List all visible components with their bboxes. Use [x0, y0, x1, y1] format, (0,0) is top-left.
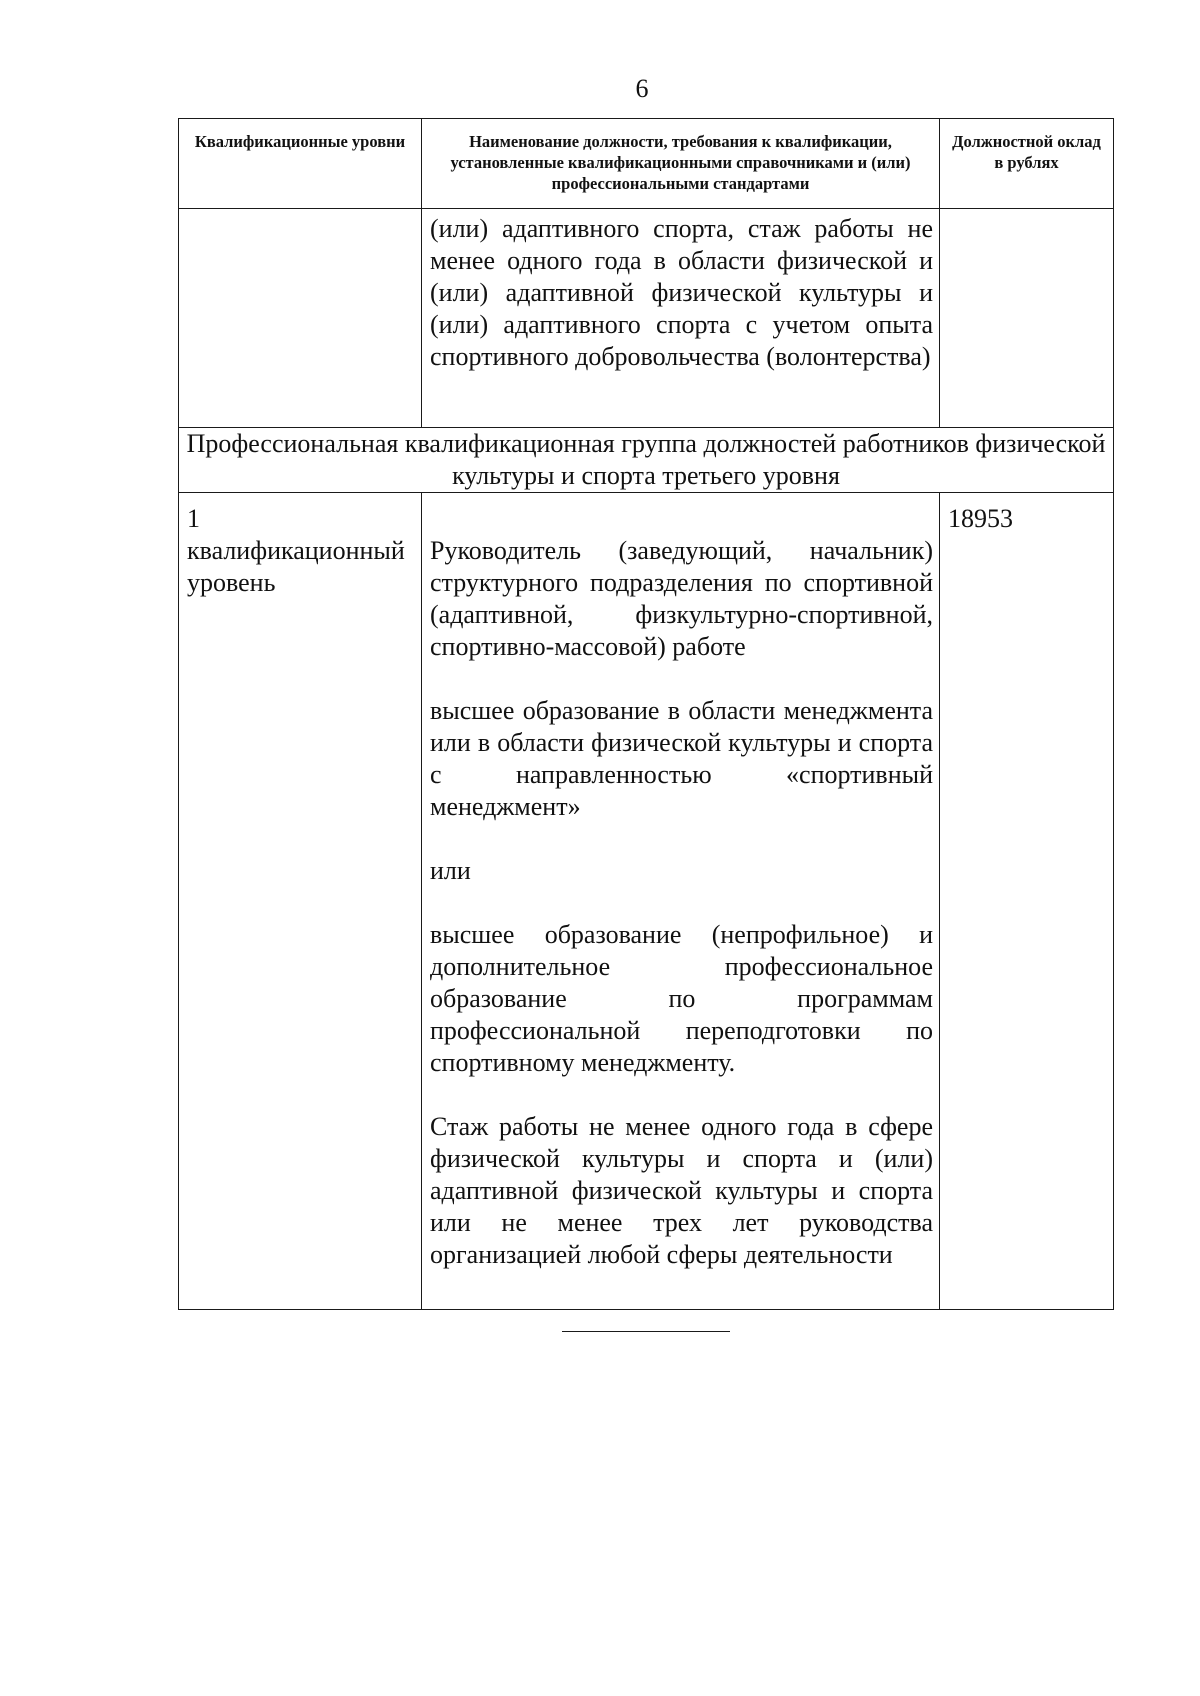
- header-position-requirements: Наименование должности, требования к квалификации, установленные квалификационными справочниками и (или) профессиональными стандартами: [422, 119, 940, 209]
- salary-value: 18953: [948, 504, 1013, 533]
- position-title: Руководитель (заведующий, начальник) структурного подразделения по спортивной (адаптивной, физкультурно-спортивной, спортивно-массовой) работе: [430, 536, 933, 661]
- cell-requirements-1: [422, 493, 940, 1310]
- cell-salary-1: [940, 493, 1114, 1310]
- cell-requirements-continued: [422, 209, 940, 428]
- experience-requirement: Стаж работы не менее одного года в сфере физической культуры и спорта и (или) адаптивной физической культуры и спорта или не менее трех лет руководства организацией любой сферы деятельности: [430, 1112, 933, 1269]
- group-title: Профессиональная квалификационная группа должностей работников физической культуры и спорта третьего уровня: [179, 428, 1114, 493]
- table-header-row: [179, 119, 1114, 209]
- education-option-a: высшее образование в области менеджмента или в области физической культуры и спорта с направленностью «спортивный менеджмент»: [430, 696, 933, 821]
- table-row-continued: [179, 209, 1114, 428]
- table-group-row: [179, 428, 1114, 493]
- salary-table: [178, 118, 1114, 1310]
- cell-salary-continued: [940, 209, 1114, 428]
- cell-level-continued: [179, 209, 422, 428]
- cell-level-1: [179, 493, 422, 1310]
- table-row-level-1: [179, 493, 1114, 1310]
- education-option-b: высшее образование (непрофильное) и дополнительное профессиональное образование по программам профессиональной переподготовки по спортивному менеджменту.: [430, 920, 933, 1077]
- requirements-continued-text: (или) адаптивного спорта, стаж работы не менее одного года в области физической и (или) адаптивной физической культуры и (или) адаптивного спорта с учетом опыта спортивного добровольчества (волонтерства): [430, 214, 933, 371]
- header-qualification-levels: Квалификационные уровни: [179, 119, 422, 209]
- education-or: или: [430, 856, 471, 885]
- level-1-text: 1 квалификационный уровень: [187, 504, 405, 597]
- footer-rule: [562, 1331, 730, 1332]
- header-salary: Должностной оклад в рублях: [940, 119, 1114, 209]
- page-number: 6: [635, 74, 649, 103]
